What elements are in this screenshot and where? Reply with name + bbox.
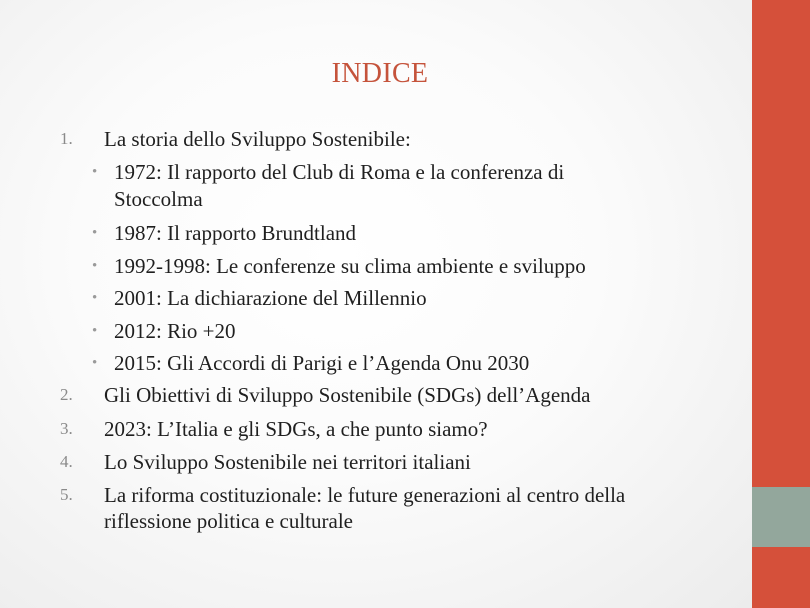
- item-number: 2.: [60, 385, 73, 404]
- item-number: 5.: [60, 485, 73, 504]
- bullet-icon: •: [92, 258, 98, 274]
- item-number: 3.: [60, 419, 73, 438]
- item-text: Gli Obiettivi di Sviluppo Sostenibile (SDGs) dell’Agenda: [104, 383, 591, 407]
- item-text: riflessione politica e culturale: [104, 509, 353, 533]
- sub-item-text: 2015: Gli Accordi di Parigi e l’Agenda Onu 2030: [114, 351, 530, 375]
- bullet-icon: •: [92, 290, 98, 306]
- sub-item-text: 1992-1998: Le conferenze su clima ambiente e sviluppo: [114, 254, 586, 278]
- bullet-icon: •: [92, 323, 98, 339]
- sub-item-text: 1987: Il rapporto Brundtland: [114, 221, 357, 245]
- sidebar-accent-stripe: [752, 487, 810, 547]
- item-text: La storia dello Sviluppo Sostenibile:: [104, 127, 411, 151]
- sub-item-text: 1972: Il rapporto del Club di Roma e la conferenza di: [114, 160, 565, 184]
- bullet-icon: •: [92, 355, 98, 371]
- item-number: 4.: [60, 452, 73, 471]
- item-text: 2023: L’Italia e gli SDGs, a che punto siamo?: [104, 417, 488, 441]
- bullet-icon: •: [92, 225, 98, 241]
- slide-title: INDICE: [331, 58, 429, 89]
- sub-item-text: 2001: La dichiarazione del Millennio: [114, 286, 427, 310]
- item-text: Lo Sviluppo Sostenibile nei territori italiani: [104, 450, 471, 474]
- item-number: 1.: [60, 129, 73, 148]
- bullet-icon: •: [92, 164, 98, 180]
- sub-item-text: Stoccolma: [114, 187, 203, 211]
- sub-item-text: 2012: Rio +20: [114, 319, 236, 343]
- item-text: La riforma costituzionale: le future generazioni al centro della: [104, 483, 626, 507]
